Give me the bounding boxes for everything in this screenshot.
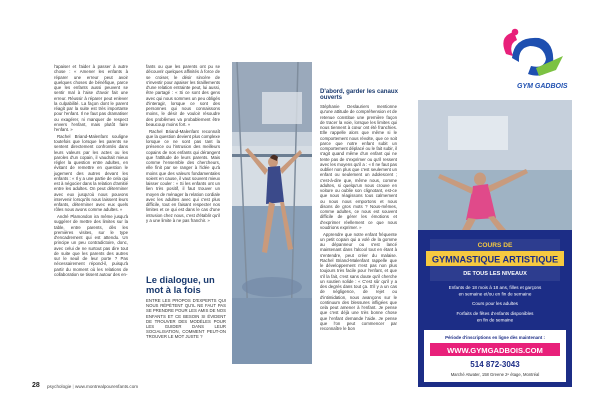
ad-url[interactable]: WWW.GYMGADBOIS.COM (447, 346, 543, 355)
article-column-3 (320, 104, 397, 333)
subsection-heading: D'abord, garder les canaux ouverts (320, 88, 398, 102)
ad-registration: Période d'inscriptions en ligne dès maintenant : (445, 335, 545, 340)
paragraph: Rachel Briand-Malenfant souligne toutefois que lorsque les parents se sentent directement confrontés dans leurs valeurs par les actes ou les paroles d'un copain, il vaudrait mieux régler la question entre adultes, en évitant de remettre en question le jugement des autres devant les enfants : « Il y a une partie de cela qui est à négocier dans la relation d'amitié entre les adultes. On peut déterminer avec eux jusqu'où nous pouvons intervenir lorsqu'ils nous laissent leurs enfants, déterminer avec eux quels rôles nous avons comme adultes. » (54, 133, 128, 213)
section-name: psychologie (47, 384, 72, 389)
paragraph: fants ou que les parents ont pu se découvrir quelques affinités à force de se croiser, le désir sincère de s'investir pour apaiser les tiraillements d'une relation entrainte peut, lui aussi, être partagé : « Si ce sont des gens avec qui nous sommes un peu obligés d'interagir, lorsque ce sont des personnes qui nous connaissons moins, le désir de vouloir résoudre des problèmes va probablement être beaucoup moins fort. » (146, 64, 220, 127)
ad-course-top: COURS DE (477, 242, 513, 249)
ad-line2: en semaine et/ou en fin de semaine (458, 291, 532, 297)
paragraph: Rachel Briand-Malenfant reconnaît que la question devient plus complexe lorsque ce ne sont pas tant la présence ou l'intrusion des meilleurs copains de nos enfants qui dérangent que l'attitude de leurs parents. Mais comme l'ensemble des chercheurs, elle finit par se ranger à l'idée qu'à moins que des valeurs fondamentales soient en cause, il vaut souvent mieux laisser couler : « Si les enfants ont un lien très positif, il faut trouver un moyen de ménager la relation cordiale avec les adultes avec qui c'est plus difficile, tout en faisant respecter nos limites et ce qui est dans le cas d'une intrusion chez nous, c'est d'établir qu'il y a une limite à ne pas franchir. » (146, 128, 220, 223)
article-column-2 (146, 64, 220, 225)
footer-section: psychologie | www.montrealpourenfants.com (47, 384, 139, 389)
ad-course-sub: DE TOUS LES NIVEAUX (463, 271, 527, 277)
paragraph: André Plamondon ira même jusqu'à suggérer de mettre des limites sur la table, entre parents, dès les premières visites, sur le type d'encadrement qui est attendu. Un principe un peu contradictoire, donc, avec celui de ne surtout pas dire tout de suite que les parents des autres sur le seuil de leur porte ? Pas nécessairement répond-il, puisqu'à partir du moment où les relations de collaboration se tissent autour des en- (54, 214, 128, 277)
gymnast-photo (232, 62, 312, 364)
section-lead: ENTRE LES PROPOS D'EXPERTS QUI NOUS RÉPÈTENT QU'IL NE FAUT PAS SE PRENDRE POUR LES AMIS DE NOS ENFANTS ET CE BESOIN SI ÉVIDENT DE TROUVER DES MODÈLES POUR LES GUIDER DANS LEUR SOCIALISATION, COMMENT PEUT-ON TROUVER LE MOT JUSTE ? (146, 298, 226, 340)
website-link: www.montrealpourenfants.com (75, 384, 139, 389)
paragraph: l'apaiser et l'aider à passer à autre chose : « Amener les enfants à réparer une erreur peut avoir quelques choses de bénéfique, parce que les enfants aussi peuvent se sentir mal à l'aise d'avoir fait une erreur. Réussir à réparer peut enlever la culpabilité. La façon dont le parent réagit par la suite est très importante pour l'enfant. Il ne faut pas dramatiser ou exagérer, ni manquer de respect envers l'enfant, mais plutôt faire l'enfant. » (54, 64, 128, 132)
paragraph: Stéphanie Deslauriers mentionne qu'une attitude de compréhension et de retenue constitue une première façon de tracer la voie, lorsque les limites qui nous tiennent à cœur ont été franchies. Elle rappelle alors que même si le comportement nous révolte, que ce soit parce que notre enfant subit un comportement déplacé ou le fait subir, il s'agit quand même d'un enfant qui ne tente pas de s'exprimer ou qu'il ressent avec les moyens qu'il a : « Il ne faut pas oublier non plus que c'est seulement un enfant ou seulement un adolescent ; c'est-à-dire que, même nous, comme adultes, si quelqu'un nous crouve en voiture ou oublie son clignotant, est-ce que nous réagissons tous calmement ou nous nous emportons et nous disons de gros mots ? Nous-mêmes, comme adultes, ce nous est souvent difficile de gérer les émotions et d'exprimer réellement ce que nous voudrions exprimer. » (320, 104, 397, 230)
section-heading: Le dialogue, un mot à la fois (146, 274, 215, 295)
ad-course-title: GYMNASTIQUE ARTISTIQUE (431, 254, 559, 265)
page-number: 28 (32, 382, 40, 389)
ad-phone: 514 872-3043 (470, 360, 520, 369)
ad-line3: Cours pour les adultes (472, 301, 518, 306)
logo-text: GYM GADBOIS (517, 83, 568, 90)
advertisement (418, 24, 572, 387)
ad-line1: Enfants de 18 mois à 18 ans, filles et garçons (448, 285, 542, 290)
ad-address: Marché Atwater, 158 Greene 2ᵉ étage, Montréal (450, 372, 540, 377)
paragraph: Apprendre que notre enfant fréquente un petit copain qui a volé de la gomme au dépanneur ou s'est lancé maintenant dans l'alcool tout en étant à s'entendre, peut créer du malaise. Rachel Briand-Malenfant rappelle que le développement n'est pas non plus toujours très facile pour l'enfant, et que s'il la fait, c'est sans doute qu'il cherche un soutien solide : « C'est sûr qu'il y a des degrés dans tout ça. S'il y a un cas de négligence, de rejet ou d'intimidation, nous avançons sur le continuum des blessures infligées que cela peut amener à l'enfant. Je pense que c'est déjà une très bonne chose que l'enfant demande l'aide. Je pense que l'on peut commencer par reconnaître le bon (320, 231, 397, 332)
ad-line5: en fin de semaine (476, 317, 514, 323)
ad-line4: Forfaits de fêtes d'enfants disponibles (456, 311, 534, 316)
article-column-1 (54, 64, 128, 279)
